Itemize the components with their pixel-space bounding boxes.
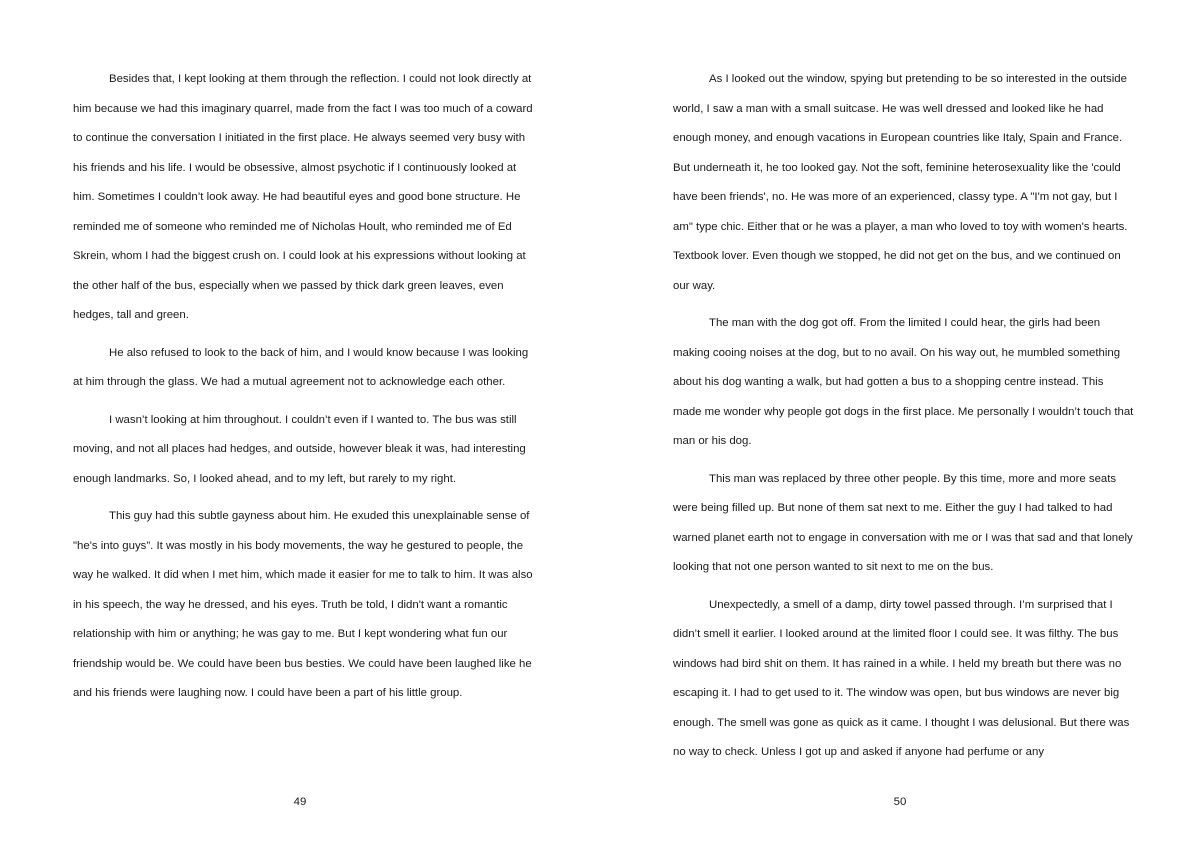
page-number: 50	[893, 796, 907, 808]
paragraph: This guy had this subtle gayness about him. He exuded this unexplainable sense of "he's into guys”. It was mostly in his body movements, the way he gestured to people, the way he walked. It did when I met him, which made it easier for me to talk to him. It was also in his speech, the way he dressed, and his eyes. Truth be told, I didn't want a romantic relationship with him or anything; he was gay to me. But I kept wondering what fun our friendship would be. We could have been bus besties. We could have been laughed like he and his friends were laughing now. I could have been a part of his little group.	[73, 510, 533, 699]
paragraph: As I looked out the window, spying but pretending to be so interested in the outside world, I saw a man with a small suitcase. He was well dressed and looked like he had enough money, and enough vacations in European countries like Italy, Spain and France. But underneath it, he too looked gay. Not the soft, feminine heterosexuality like the 'could have been friends', no. He was more of an experienced, classy type. A "I'm not gay, but I am" type chic. Either that or he was a player, a man who loved to toy with women's hearts. Textbook lover. Even though we stopped, he did not get on the bus, and we continued on our way.	[673, 73, 1128, 292]
paragraph: I wasn’t looking at him throughout. I couldn’t even if I wanted to. The bus was still moving, and not all places had hedges, and outside, however bleak it was, had interesting enough landmarks. So, I looked ahead, and to my left, but rarely to my right.	[73, 413, 526, 485]
right-page-text	[673, 65, 1135, 776]
paragraph: Besides that, I kept looking at them through the reflection. I could not look directly at him because we had this imaginary quarrel, made from the fact I was too much of a coward to continue the conversation I initiated in the first place. He always seemed very busy with his friends and his life. I would be obsessive, almost psychotic if I continuously looked at him. Sometimes I couldn’t look away. He had beautiful eyes and good bone structure. He reminded me of someone who reminded me of Nicholas Hoult, who reminded me of Ed Skrein, whom I had the biggest crush on. I could look at his expressions without looking at the other half of the bus, especially when we passed by thick dark green leaves, even hedges, tall and green.	[73, 73, 533, 321]
paragraph: The man with the dog got off. From the limited I could hear, the girls had been making cooing noises at the dog, but to no avail. On his way out, he mumbled something about his dog wanting a walk, but had gotten a bus to a shopping centre instead. This made me wonder why people got dogs in the first place. Me personally I wouldn’t touch that man or his dog.	[673, 317, 1134, 447]
right-page	[600, 0, 1200, 849]
paragraph: Unexpectedly, a smell of a damp, dirty towel passed through. I’m surprised that I didn’t smell it earlier. I looked around at the limited floor I could see. It was filthy. The bus windows had bird shit on them. It has rained in a while. I held my breath but there was no escaping it. I had to get used to it. The window was open, but bus windows are never big enough. The smell was gone as quick as it came. I thought I was delusional. But there was no way to check. Unless I got up and asked if anyone had perfume or any	[673, 598, 1130, 758]
paragraph: This man was replaced by three other people. By this time, more and more seats were being filled up. But none of them sat next to me. Either the guy I had talked to had warned planet earth not to engage in conversation with me or I was that sad and that lonely looking that not one person wanted to sit next to me on the bus.	[673, 472, 1133, 573]
left-page-text	[73, 65, 533, 717]
paragraph: He also refused to look to the back of him, and I would know because I was looking at him through the glass. We had a mutual agreement not to acknowledge each other.	[73, 346, 529, 388]
page-number: 49	[293, 796, 307, 808]
